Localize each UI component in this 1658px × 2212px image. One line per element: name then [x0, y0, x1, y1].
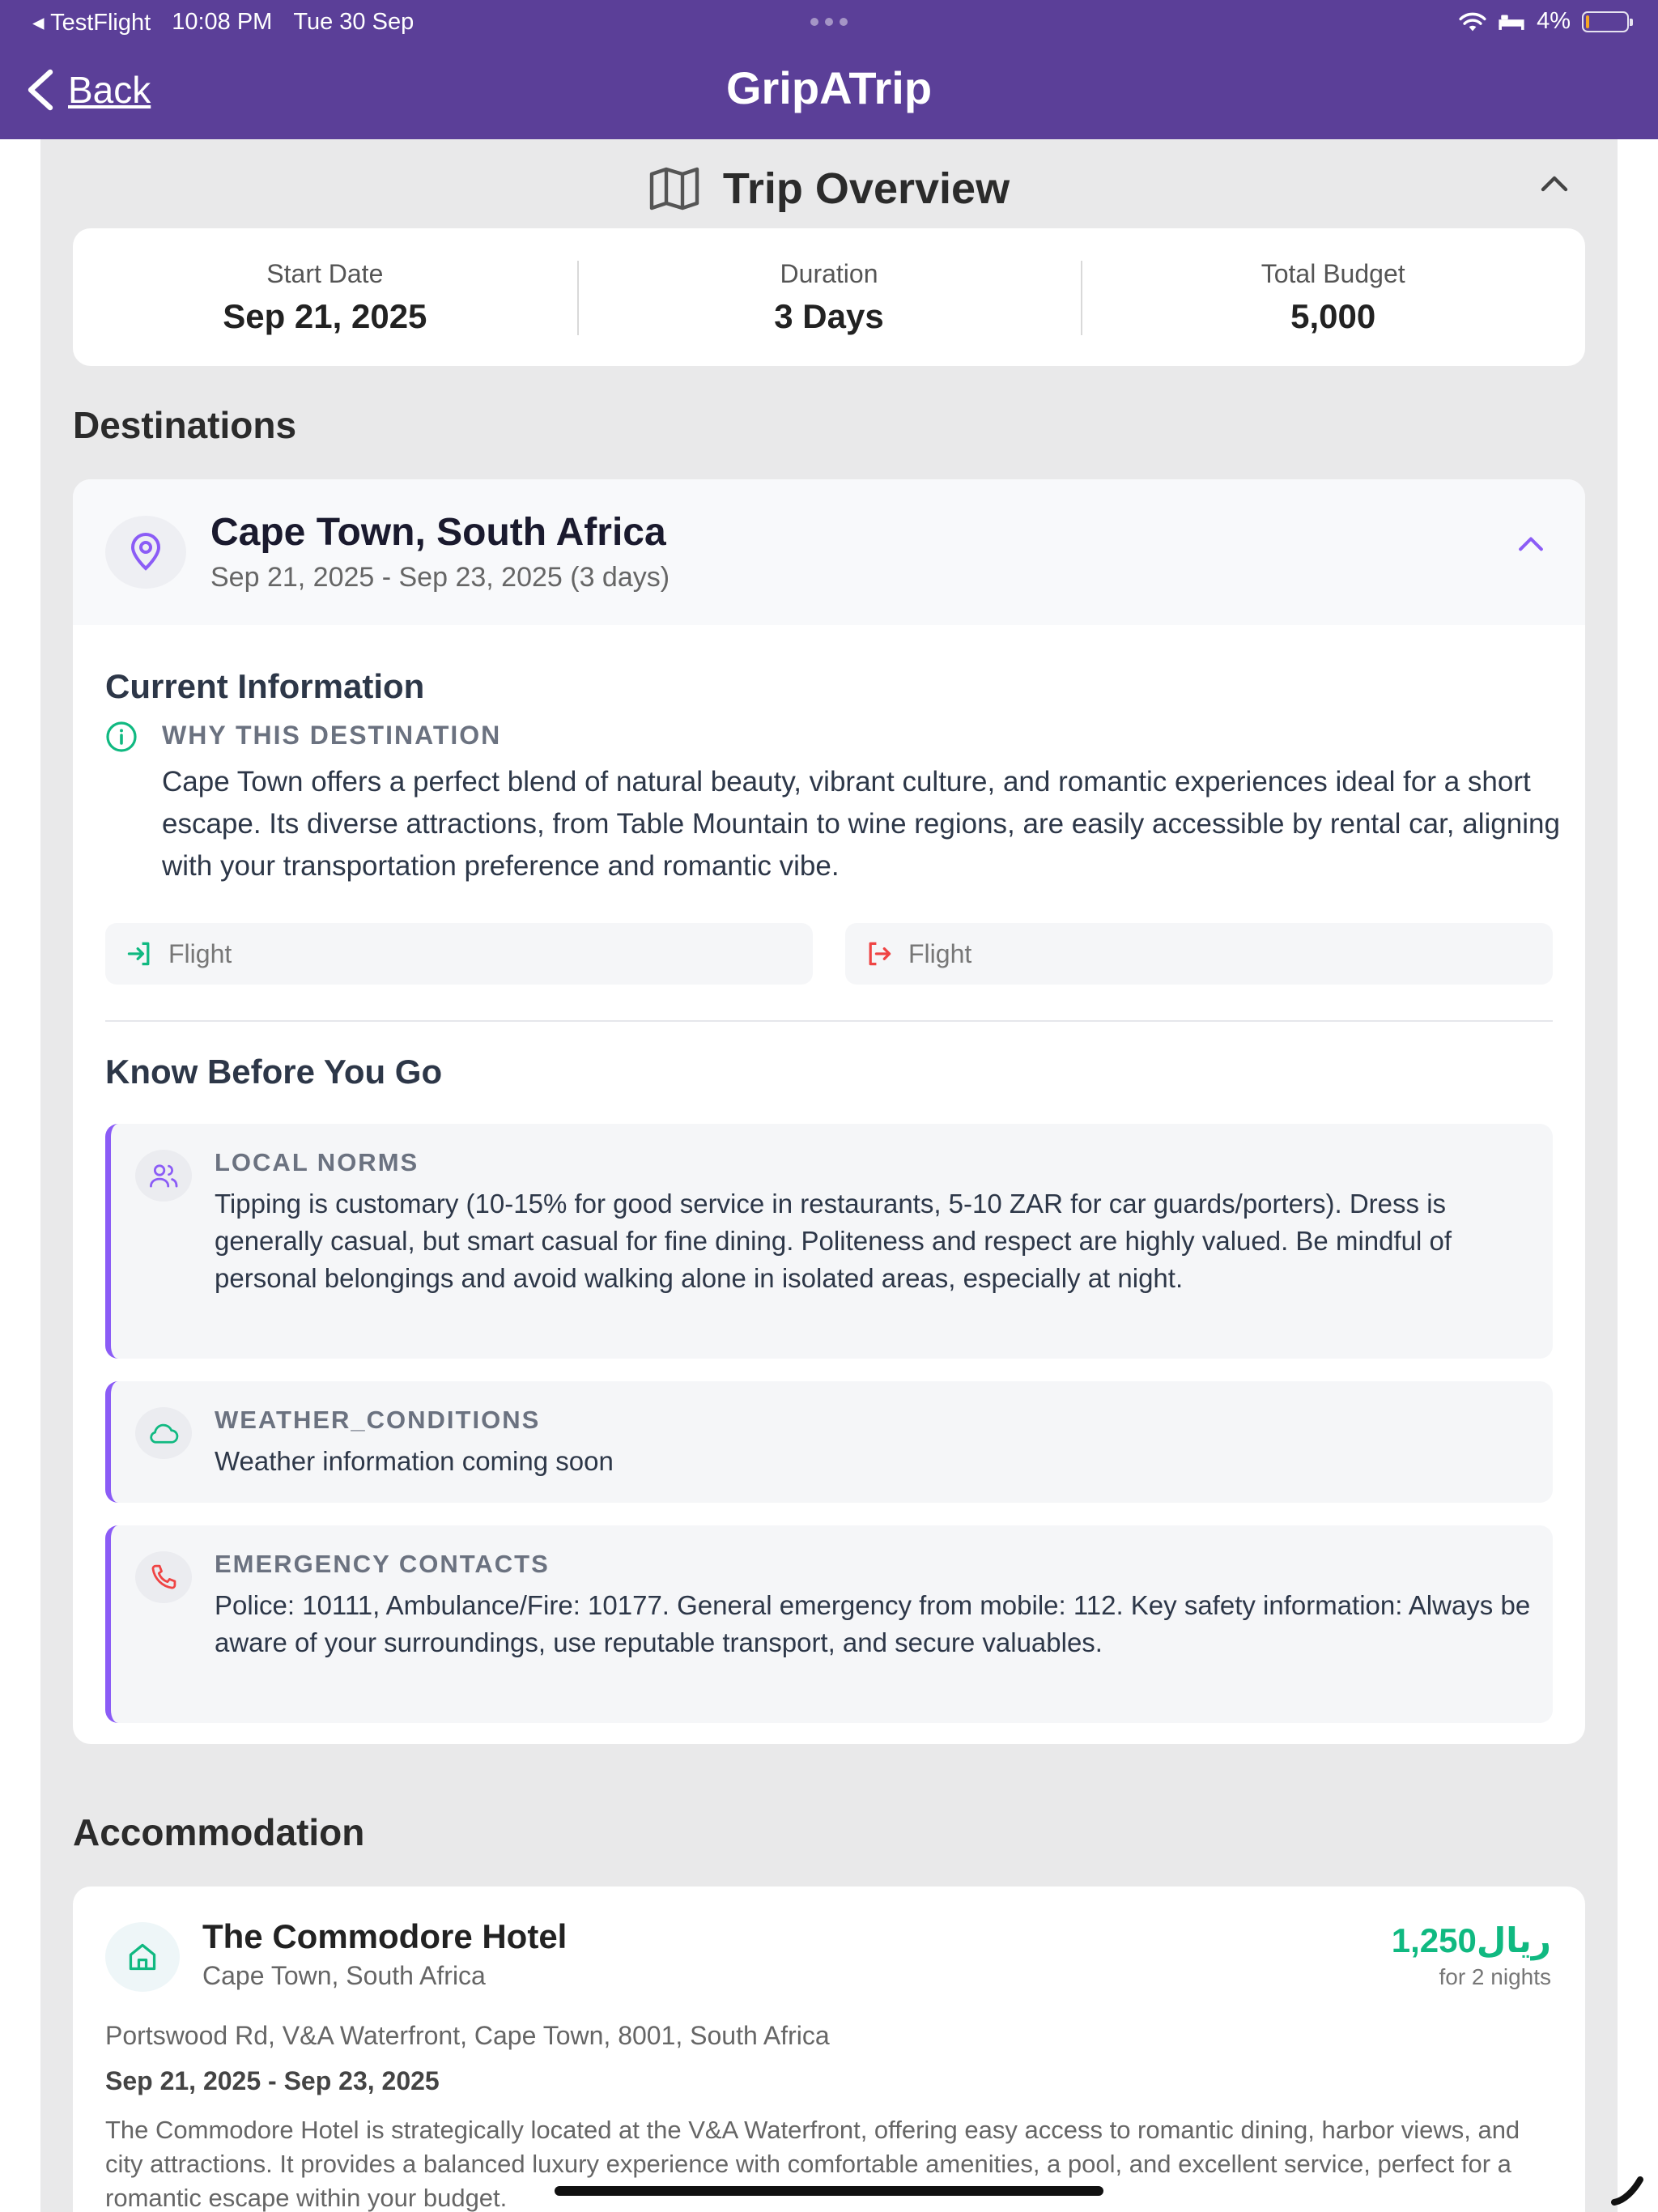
info-emergency-contacts: [105, 1525, 1553, 1723]
info-circle-icon: [105, 721, 138, 757]
info-label: WEATHER_CONDITIONS: [215, 1406, 541, 1434]
stat-label: Start Date: [266, 259, 384, 288]
hotel-address: Portswood Rd, V&A Waterfront, Cape Town, 8001, South Africa: [105, 2021, 830, 2050]
back-label: Back: [68, 69, 151, 111]
wifi-icon: [1459, 11, 1486, 32]
current-information-title: Current Information: [105, 667, 425, 705]
cloud-icon: [135, 1407, 192, 1459]
departure-flight-label: Flight: [908, 938, 972, 968]
home-icon: [105, 1922, 180, 1992]
logout-arrow-icon: [865, 939, 894, 968]
hotel-price: 1,250ريال: [1391, 1921, 1551, 1959]
status-bar: [0, 8, 1658, 40]
pencil-tool-icon[interactable]: [1611, 2176, 1643, 2206]
destination-card-header[interactable]: [73, 479, 1585, 625]
collapse-overview-button[interactable]: [1540, 173, 1569, 197]
sleep-bed-icon: [1498, 12, 1525, 32]
app-header: [0, 0, 1658, 139]
destinations-heading: Destinations: [73, 404, 297, 446]
chevron-up-icon: [1540, 173, 1569, 193]
map-icon: [648, 166, 700, 211]
status-date: Tue 30 Sep: [293, 9, 414, 35]
info-weather-conditions: [105, 1381, 1553, 1503]
info-label: EMERGENCY CONTACTS: [215, 1550, 550, 1578]
info-label: LOCAL NORMS: [215, 1148, 419, 1176]
location-pin-icon: [105, 516, 186, 589]
login-arrow-icon: [125, 939, 154, 968]
stat-value: 3 Days: [774, 297, 884, 335]
departure-flight-field[interactable]: [845, 923, 1553, 985]
back-to-app-link[interactable]: ◂ TestFlight: [32, 10, 151, 36]
battery-icon: [1582, 11, 1629, 32]
collapse-destination-button[interactable]: [1517, 534, 1545, 556]
stat-total-budget: [1081, 228, 1585, 366]
arrival-flight-label: Flight: [168, 938, 232, 968]
multitask-dots-icon[interactable]: [810, 18, 848, 26]
info-text: Weather information coming soon: [215, 1446, 614, 1476]
hotel-name: The Commodore Hotel: [202, 1917, 568, 1955]
trip-overview-title: Trip Overview: [722, 164, 1010, 213]
stat-start-date: [73, 228, 577, 366]
phone-icon: [135, 1551, 192, 1603]
info-text: Tipping is customary (10-15% for good service in restaurants, 5-10 ZAR for car guards/porters). Dress is generally casual, but smart casual for fine dining. Politeness and respect are highly valued. Be mindful of personal belongings and avoid walking alone in isolated areas, especially at night.: [215, 1189, 1452, 1293]
app-title: GripATrip: [725, 62, 933, 113]
accommodation-card[interactable]: [73, 1887, 1585, 2212]
home-indicator[interactable]: [555, 2186, 1103, 2196]
stat-label: Duration: [780, 259, 878, 288]
stat-value: Sep 21, 2025: [223, 297, 427, 335]
accommodation-heading: Accommodation: [73, 1811, 365, 1853]
arrival-flight-field[interactable]: [105, 923, 813, 985]
know-before-you-go-title: Know Before You Go: [105, 1053, 443, 1091]
stat-value: 5,000: [1290, 297, 1376, 335]
section-divider: [105, 1020, 1553, 1022]
info-local-norms: [105, 1124, 1553, 1359]
destination-card: [73, 479, 1585, 1744]
chevron-up-icon: [1517, 534, 1545, 552]
hotel-description: The Commodore Hotel is strategically located at the V&A Waterfront, offering easy access to romantic dining, harbor views, and city attractions. It provides a balanced luxury experience with comfortable amenities, a pool, and excellent service, perfect for a romantic escape within your budget.: [105, 2116, 1520, 2212]
hotel-price-note: for 2 nights: [1439, 1964, 1551, 1989]
why-destination-text: Cape Town offers a perfect blend of natural beauty, vibrant culture, and romantic experiences ideal for a short escape. Its diverse attractions, from Table Mountain to wine regions, are easily accessible by rental car, aligning with your transportation preference and romantic vibe.: [162, 766, 1560, 882]
battery-percent: 4%: [1537, 8, 1571, 34]
users-icon: [135, 1150, 192, 1202]
info-text: Police: 10111, Ambulance/Fire: 10177. General emergency from mobile: 112. Key safety information: Always be aware of your surroundings, use reputable transport, and secure valuables.: [215, 1590, 1531, 1657]
destination-name: Cape Town, South Africa: [210, 511, 666, 554]
why-destination-label: WHY THIS DESTINATION: [162, 721, 502, 750]
stat-duration: [577, 228, 1082, 366]
destination-dates: Sep 21, 2025 - Sep 23, 2025 (3 days): [210, 562, 670, 593]
stat-label: Total Budget: [1261, 259, 1405, 288]
hotel-location: Cape Town, South Africa: [202, 1961, 486, 1990]
trip-detail-panel: [40, 139, 1618, 2212]
hotel-dates: Sep 21, 2025 - Sep 23, 2025: [105, 2066, 440, 2095]
trip-overview-header[interactable]: [40, 164, 1618, 214]
trip-stats-card: [73, 228, 1585, 366]
status-time: 10:08 PM: [172, 9, 273, 35]
